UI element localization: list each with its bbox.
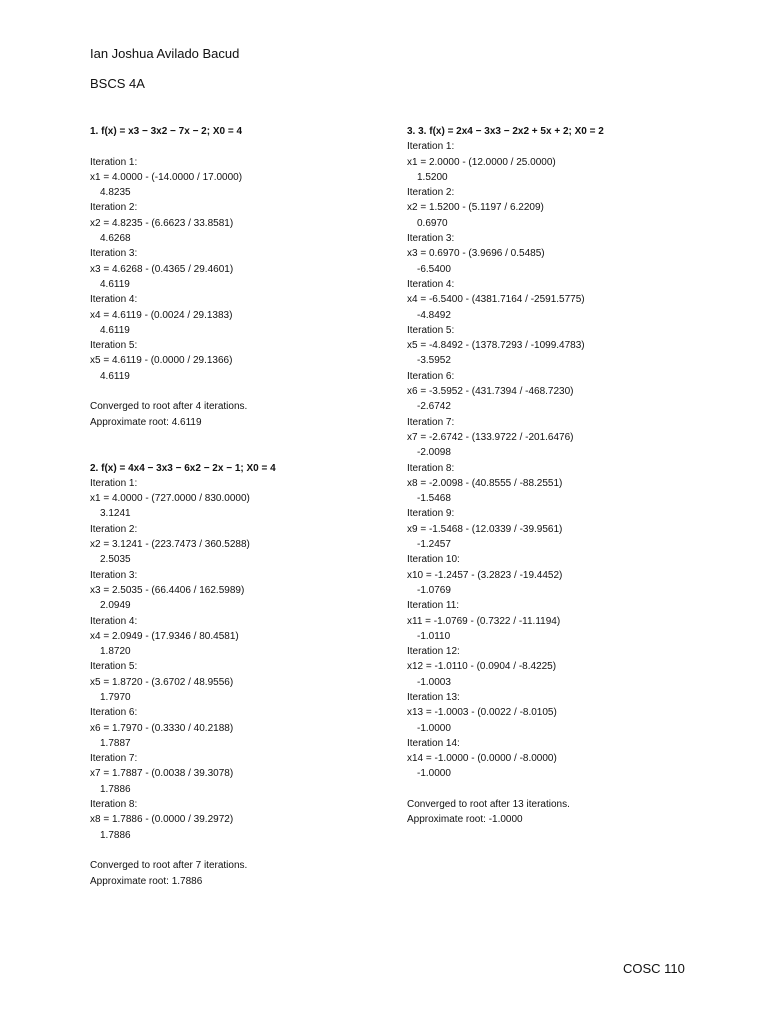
problem-3 [407, 124, 737, 828]
iteration-block [90, 155, 390, 201]
iteration-label: Iteration 2: [90, 202, 138, 214]
iteration-formula: x7 = 1.7887 - (0.0038 / 39.3078) [90, 768, 234, 780]
iteration-list [90, 476, 390, 843]
iteration-label: Iteration 2: [407, 187, 455, 199]
iteration-label: Iteration 8: [407, 462, 455, 474]
iteration-block [90, 200, 390, 246]
iteration-result: 4.8235 [100, 187, 131, 199]
left-column [90, 124, 390, 889]
iteration-label: Iteration 6: [407, 370, 455, 382]
iteration-formula: x5 = 4.6119 - (0.0000 / 29.1366) [90, 355, 233, 367]
iteration-result: -2.0098 [417, 447, 451, 459]
iteration-block [407, 231, 737, 277]
iteration-label: Iteration 1: [90, 477, 138, 489]
iteration-formula: x4 = -6.5400 - (4381.7164 / -2591.5775) [407, 294, 585, 306]
problem-title: 1. f(x) = x3 − 3x2 − 7x − 2; X0 = 4 [90, 126, 243, 137]
section-label: BSCS 4A [90, 76, 145, 91]
iteration-formula: x11 = -1.0769 - (0.7322 / -11.1194) [407, 615, 561, 627]
iteration-block [407, 506, 737, 552]
iteration-label: Iteration 14: [407, 737, 460, 749]
iteration-result: -1.0769 [417, 584, 451, 596]
iteration-block [90, 338, 390, 384]
iteration-label: Iteration 11: [407, 600, 460, 612]
iteration-block [407, 323, 737, 369]
iteration-block [407, 139, 737, 185]
iteration-result: -1.5468 [417, 493, 451, 505]
iteration-label: Iteration 1: [407, 141, 455, 153]
iteration-formula: x3 = 2.5035 - (66.4406 / 162.5989) [90, 584, 245, 596]
spacer [90, 384, 390, 399]
iteration-label: Iteration 3: [90, 569, 138, 581]
iteration-label: Iteration 5: [407, 324, 455, 336]
iteration-result: -1.0000 [417, 722, 451, 734]
iteration-formula: x10 = -1.2457 - (3.2823 / -19.4452) [407, 569, 563, 581]
iteration-block [90, 659, 390, 705]
iteration-formula: x1 = 4.0000 - (727.0000 / 830.0000) [90, 493, 250, 505]
spacer [407, 782, 737, 797]
iteration-result: -3.5952 [417, 355, 451, 367]
iteration-block [407, 461, 737, 507]
iteration-block [407, 369, 737, 415]
iteration-block [407, 690, 737, 736]
spacer [90, 430, 390, 445]
iteration-formula: x14 = -1.0000 - (0.0000 / -8.0000) [407, 753, 557, 765]
iteration-label: Iteration 5: [90, 340, 138, 352]
spacer [90, 139, 390, 154]
iteration-result: 2.0949 [100, 600, 131, 612]
iteration-result: 4.6268 [100, 233, 131, 245]
iteration-label: Iteration 4: [90, 294, 138, 306]
iteration-block [407, 552, 737, 598]
iteration-block [407, 598, 737, 644]
course-code: COSC 110 [623, 961, 685, 976]
iteration-result: 1.7970 [100, 691, 131, 703]
iteration-block [407, 277, 737, 323]
iteration-label: Iteration 13: [407, 691, 460, 703]
iteration-label: Iteration 5: [90, 661, 138, 673]
iteration-formula: x1 = 2.0000 - (12.0000 / 25.0000) [407, 156, 556, 168]
iteration-label: Iteration 4: [90, 615, 138, 627]
iteration-label: Iteration 4: [407, 278, 455, 290]
spacer [90, 843, 390, 858]
iteration-block [407, 185, 737, 231]
iteration-block [90, 292, 390, 338]
iteration-result: -4.8492 [417, 309, 451, 321]
converged-text: Converged to root after 4 iterations. [90, 401, 248, 413]
author-name: Ian Joshua Avilado Bacud [90, 46, 240, 61]
iteration-result: -6.5400 [417, 263, 451, 275]
iteration-result: 4.6119 [100, 370, 130, 382]
iteration-formula: x4 = 4.6119 - (0.0024 / 29.1383) [90, 309, 233, 321]
iteration-formula: x2 = 3.1241 - (223.7473 / 360.5288) [90, 539, 250, 551]
iteration-label: Iteration 1: [90, 156, 138, 168]
iteration-result: 1.7886 [100, 783, 131, 795]
iteration-block [90, 522, 390, 568]
iteration-label: Iteration 12: [407, 646, 460, 658]
iteration-block [407, 644, 737, 690]
right-column [407, 124, 737, 828]
iteration-block [90, 797, 390, 843]
iteration-block [90, 614, 390, 660]
iteration-block [90, 568, 390, 614]
problem-2 [90, 461, 390, 889]
converged-text: Converged to root after 13 iterations. [407, 799, 570, 811]
iteration-result: -1.2457 [417, 539, 451, 551]
iteration-formula: x3 = 0.6970 - (3.9696 / 0.5485) [407, 248, 545, 260]
iteration-result: 1.5200 [417, 171, 448, 183]
iteration-result: 1.8720 [100, 646, 131, 658]
iteration-result: 3.1241 [100, 508, 131, 520]
iteration-list [407, 139, 737, 781]
iteration-result: -1.0110 [417, 630, 451, 642]
approximate-root: Approximate root: -1.0000 [407, 814, 523, 826]
iteration-formula: x13 = -1.0003 - (0.0022 / -8.0105) [407, 707, 557, 719]
iteration-label: Iteration 3: [407, 233, 455, 245]
iteration-label: Iteration 2: [90, 523, 138, 535]
iteration-formula: x6 = -3.5952 - (431.7394 / -468.7230) [407, 386, 574, 398]
iteration-label: Iteration 9: [407, 508, 455, 520]
iteration-block [90, 246, 390, 292]
iteration-list [90, 155, 390, 384]
iteration-result: 2.5035 [100, 554, 131, 566]
iteration-block [407, 415, 737, 461]
iteration-result: 1.7886 [100, 829, 131, 841]
iteration-block [407, 736, 737, 782]
iteration-label: Iteration 6: [90, 707, 138, 719]
converged-text: Converged to root after 7 iterations. [90, 860, 248, 872]
iteration-block [90, 751, 390, 797]
approximate-root: Approximate root: 4.6119 [90, 416, 202, 428]
iteration-formula: x5 = -4.8492 - (1378.7293 / -1099.4783) [407, 340, 585, 352]
iteration-result: -1.0003 [417, 676, 451, 688]
iteration-formula: x5 = 1.8720 - (3.6702 / 48.9556) [90, 676, 234, 688]
iteration-formula: x12 = -1.0110 - (0.0904 / -8.4225) [407, 661, 557, 673]
iteration-result: -2.6742 [417, 401, 451, 413]
iteration-block [90, 476, 390, 522]
iteration-formula: x1 = 4.0000 - (-14.0000 / 17.0000) [90, 171, 243, 183]
iteration-label: Iteration 3: [90, 248, 138, 260]
iteration-formula: x3 = 4.6268 - (0.4365 / 29.4601) [90, 263, 234, 275]
iteration-formula: x2 = 1.5200 - (5.1197 / 6.2209) [407, 202, 544, 214]
iteration-formula: x9 = -1.5468 - (12.0339 / -39.9561) [407, 523, 563, 535]
iteration-result: 4.6119 [100, 278, 130, 290]
iteration-result: -1.0000 [417, 768, 451, 780]
iteration-label: Iteration 10: [407, 554, 460, 566]
iteration-formula: x2 = 4.8235 - (6.6623 / 33.8581) [90, 217, 234, 229]
problem-title: 2. f(x) = 4x4 − 3x3 − 6x2 − 2x − 1; X0 = 4 [90, 462, 276, 474]
iteration-result: 4.6119 [100, 324, 130, 336]
iteration-block [90, 705, 390, 751]
iteration-result: 0.6970 [417, 217, 448, 229]
iteration-label: Iteration 8: [90, 799, 138, 811]
iteration-formula: x7 = -2.6742 - (133.9722 / -201.6476) [407, 431, 574, 443]
iteration-formula: x8 = 1.7886 - (0.0000 / 39.2972) [90, 814, 234, 826]
iteration-label: Iteration 7: [90, 753, 138, 765]
iteration-formula: x6 = 1.7970 - (0.3330 / 40.2188) [90, 722, 234, 734]
problem-1 [90, 124, 390, 430]
problem-title: 3. 3. f(x) = 2x4 − 3x3 − 2x2 + 5x + 2; X0 = 2 [407, 126, 604, 137]
iteration-formula: x8 = -2.0098 - (40.8555 / -88.2551) [407, 477, 563, 489]
iteration-formula: x4 = 2.0949 - (17.9346 / 80.4581) [90, 630, 239, 642]
iteration-label: Iteration 7: [407, 416, 455, 428]
spacer [90, 445, 390, 460]
approximate-root: Approximate root: 1.7886 [90, 875, 203, 887]
iteration-result: 1.7887 [100, 737, 131, 749]
